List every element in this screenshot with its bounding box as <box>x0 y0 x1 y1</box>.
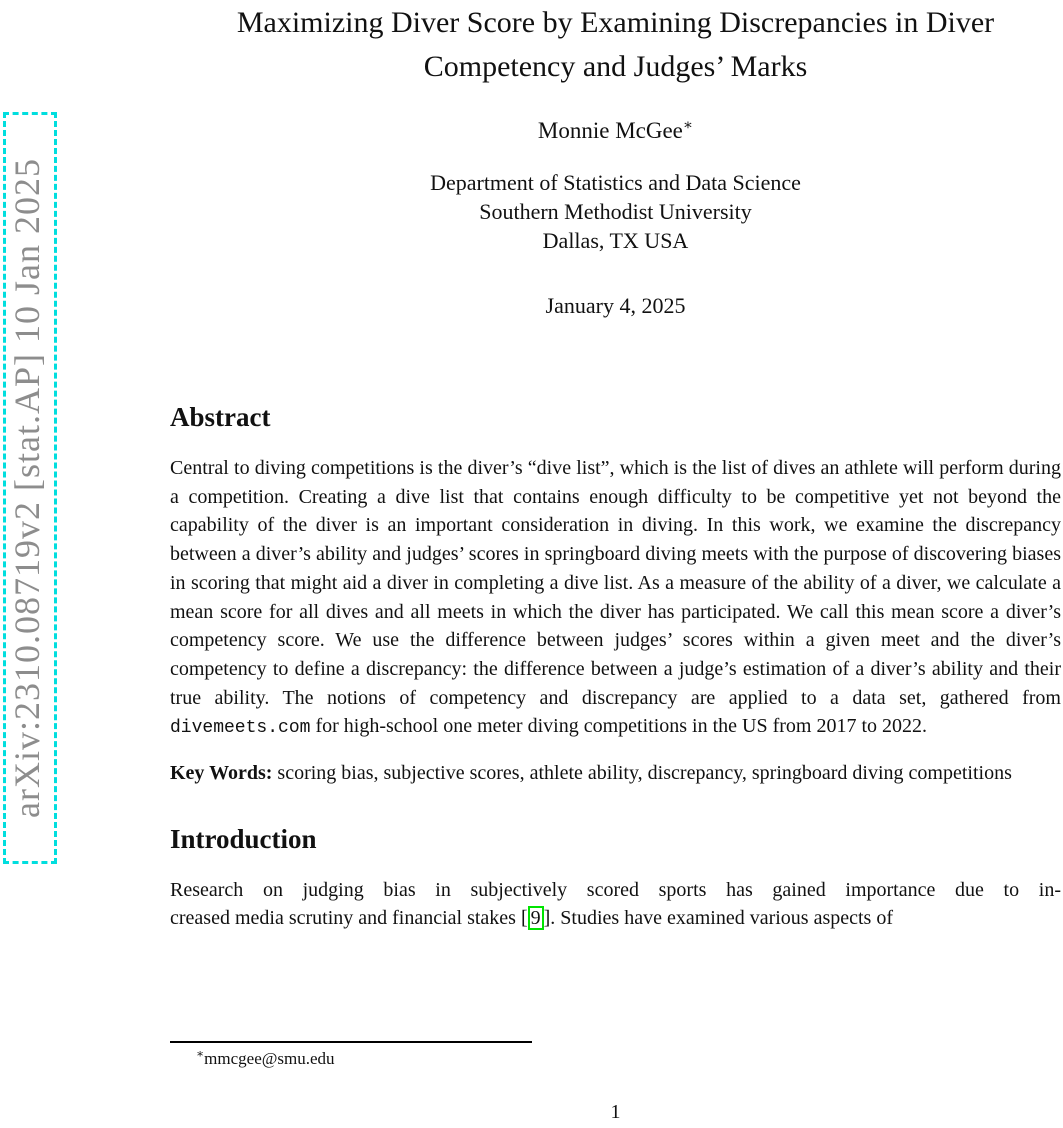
paper-title-line1: Maximizing Diver Score by Examining Discrepancies in Diver <box>236 6 995 39</box>
text-column <box>170 0 1061 933</box>
introduction-paragraph <box>170 876 1061 933</box>
abstract-heading: Abstract <box>170 402 271 432</box>
introduction-line2 <box>170 904 1061 933</box>
keywords-label: Key Words: <box>170 762 273 785</box>
footnote-marker: ∗ <box>196 1046 205 1061</box>
footnote-block <box>170 1041 1061 1069</box>
introduction-heading: Introduction <box>170 823 317 854</box>
citation-number[interactable]: 9 <box>528 906 544 930</box>
introduction-line1: Research on judging bias in subjectively scored sports has gained importance due to in- <box>170 878 1061 901</box>
affiliation-block <box>170 168 1061 255</box>
introduction-line2-before-cite: creased media scrutiny and financial stakes [ <box>170 907 528 930</box>
citation-link-9[interactable] <box>528 907 544 929</box>
keywords-paragraph <box>170 759 1061 788</box>
footnote-rule <box>170 1041 532 1043</box>
footnote-text <box>170 1046 1061 1069</box>
arxiv-identifier-text: arXiv:2310.08719v2 [stat.AP] 10 Jan 2025 <box>7 158 47 818</box>
affiliation-city: Dallas, TX USA <box>542 228 689 253</box>
affiliation-university: Southern Methodist University <box>479 199 752 224</box>
abstract-paragraph <box>170 454 1061 743</box>
paper-title-line2: Competency and Judges’ Marks <box>423 50 808 83</box>
author-line <box>170 118 1061 144</box>
keywords-list: scoring bias, subjective scores, athlete ability, discrepancy, springboard diving competitions <box>272 762 1012 785</box>
page-number: 1 <box>610 1101 621 1123</box>
abstract-text-after-link: for high-school one meter diving competitions in the US from 2017 to 2022. <box>310 715 928 738</box>
author-footnote-marker: ∗ <box>682 117 694 134</box>
divemeets-url-text: divemeets.com <box>170 718 311 739</box>
abstract-text-before-link: Central to diving competitions is the diver’s “dive list”, which is the list of dives an athlete will perform during a competition. Creating a dive list that contains enough difficulty to be competitive yet not beyond the capability of the diver is an important consideration in diving. In this work, we examine the discrepancy between a diver’s ability and judges’ scores in springboard diving meets with the purpose of discovering biases in scoring that might aid a diver in completing a dive list. As a measure of the ability of a diver, we calculate a mean score for all dives and all meets in which the diver has participated. We call this mean score a diver’s competency score. We use the difference between judges’ scores within a given meet and the diver’s competency to define a discrepancy: the difference between a judge’s estimation of a diver’s ability and their true ability. The notions of competency and discrepancy are applied to a data set, gathered from <box>170 457 1061 709</box>
footnote-email: mmcgee@smu.edu <box>204 1049 335 1068</box>
paper-date: January 4, 2025 <box>545 293 686 318</box>
affiliation-department: Department of Statistics and Data Science <box>430 170 801 195</box>
introduction-line2-after-cite: ]. Studies have examined various aspects of <box>543 907 893 930</box>
author-name: Monnie McGee <box>537 118 683 143</box>
paper-title <box>170 0 1061 89</box>
